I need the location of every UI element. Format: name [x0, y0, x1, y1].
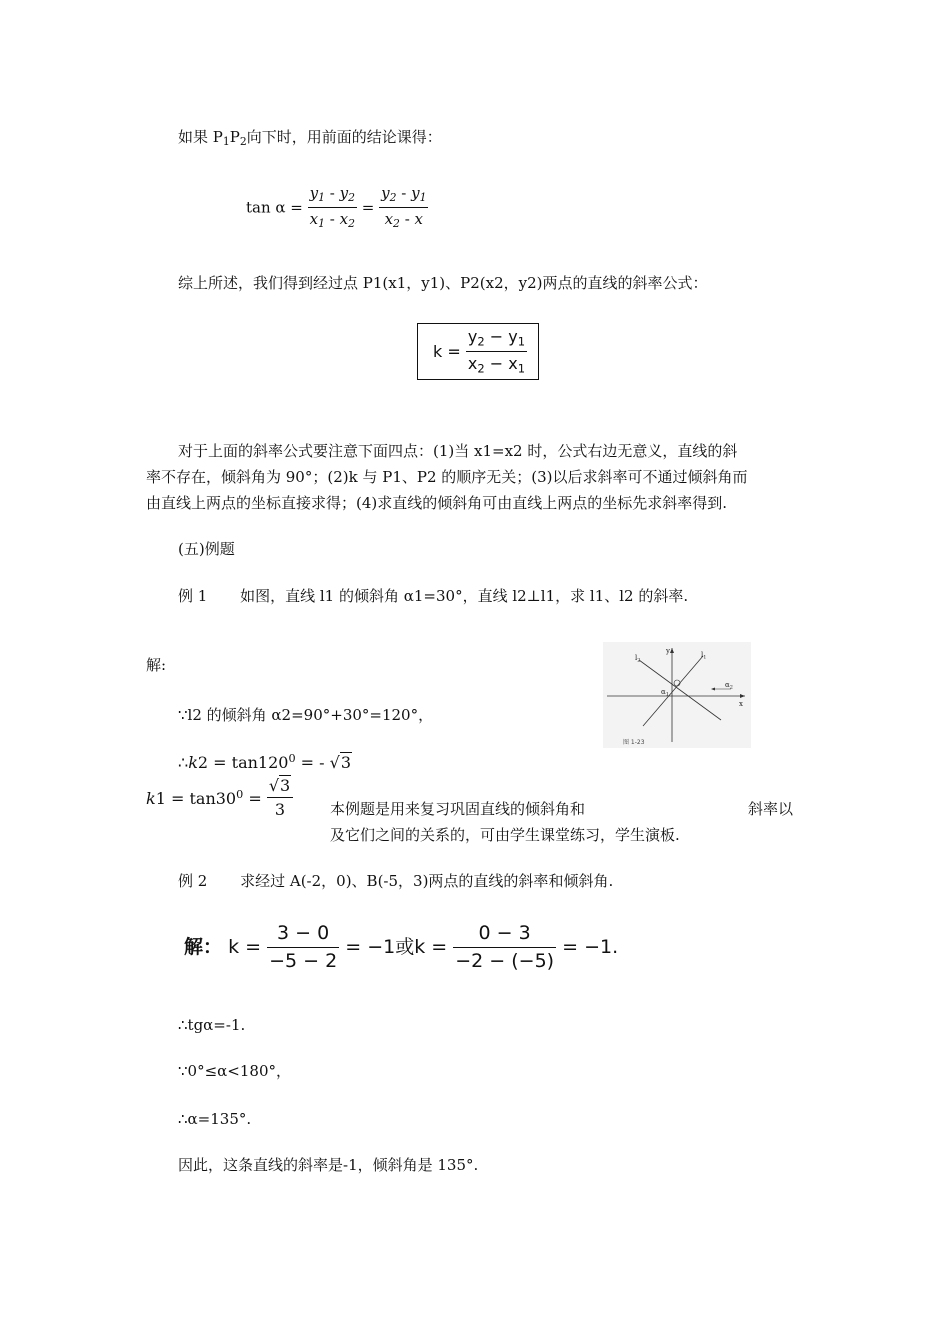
solution-1-line-1: ∵l2 的倾斜角 α2=90°+30°=120°，	[178, 706, 434, 724]
tan-frac1-den: $x_1 - x_2$	[309, 210, 355, 231]
solution-2-formula: 解： k = $\frac{3 - 0}{-5 - 2}$ = −1或k = $\frac{0 - 3}{-2 - (-5)}$ = −1.	[184, 922, 619, 972]
notes-line-1: 对于上面的斜率公式要注意下面四点：(1)当 x1=x2 时，公式右边无意义，直线的斜	[178, 442, 738, 460]
section-heading: (五)例题	[178, 540, 235, 558]
label-x: x	[739, 700, 743, 708]
example-1	[178, 587, 688, 605]
label-y: y	[666, 647, 670, 655]
figure-caption: 图 1-23	[623, 739, 645, 746]
intro-mid: P	[229, 128, 240, 146]
solution-2-line-1: ∴tgα=-1.	[178, 1016, 246, 1034]
slope-num: $y_2 - y_1$	[466, 327, 527, 352]
solution-2-line-2: ∵0°≤α<180°，	[178, 1062, 291, 1080]
solution-2-frac-2: $\frac{0 - 3}{-2 - (-5)}$	[455, 922, 555, 972]
solution-1-label: 解:	[146, 656, 167, 674]
figure-background	[603, 642, 751, 748]
solution-2-line-3: ∴α=135°.	[178, 1110, 252, 1128]
intro-suffix: 向下时，用前面的结论课得：	[246, 128, 442, 146]
k1-equation: $k1 = \tan 30^0$ = $\frac{√3}{3}$	[146, 776, 293, 819]
solution-2-frac-1: $\frac{3 - 0}{-5 - 2}$	[269, 922, 338, 972]
intro-line	[178, 128, 442, 149]
label-alpha2: $\alpha_2$	[725, 681, 733, 691]
tan-frac2-den: $x_2$ - x	[384, 210, 423, 231]
solution-2-label: 解：	[184, 935, 223, 958]
label-l1: $l_1$	[701, 651, 707, 661]
intro-sub1: 1	[222, 135, 230, 149]
tan-eq: =	[361, 198, 375, 217]
tan-fraction-2	[379, 184, 428, 231]
solution-2-conclusion: 因此，这条直线的斜率是-1，倾斜角是 135°.	[178, 1156, 479, 1174]
comment-line-1: 本例题是用来复习巩固直线的倾斜角和	[330, 800, 586, 818]
example-2-label: 例 2	[178, 872, 208, 890]
label-alpha1: $\alpha_1$	[661, 688, 669, 698]
intro-prefix: 如果 P	[178, 128, 223, 146]
comment-line-1-end: 斜率以	[748, 800, 794, 818]
notes-line-3: 由直线上两点的坐标直接求得；(4)求直线的倾斜角可由直线上两点的坐标先求斜率得到.	[146, 494, 728, 512]
example-2-text: 求经过 A(-2，0)、B(-5，3)两点的直线的斜率和倾斜角.	[240, 872, 614, 890]
slope-den: $x_2 - x_1$	[467, 354, 526, 376]
notes-line-2: 率不存在，倾斜角为 90°；(2)k 与 P1、P2 的顺序无关；(3)以后求斜率可不通过倾斜角而	[146, 468, 748, 486]
example-2	[178, 872, 613, 890]
example-1-label: 例 1	[178, 587, 208, 605]
k2-equation: ∴k2 = $\tan 120^0$ = - √3	[178, 752, 352, 773]
figure-1-23	[603, 642, 751, 748]
slope-fraction	[466, 327, 527, 377]
intro-sub2: 2	[239, 135, 247, 149]
comment-line-2: 及它们之间的关系的，可由学生课堂练习，学生演板.	[330, 826, 680, 844]
tan-formula	[246, 184, 428, 231]
tan-lhs: tan α =	[246, 198, 303, 217]
summary-text: 综上所述，我们得到经过点 P1(x1，y1)、P2(x2，y2)两点的直线的斜率公式：	[178, 274, 708, 292]
label-l2: $l_2$	[635, 654, 641, 664]
tan-frac2-num: $y_2 - y_1$	[379, 184, 428, 208]
tan-fraction-1	[308, 184, 357, 231]
k1-fraction: $\frac{√3}{3}$	[267, 776, 293, 819]
example-1-text: 如图，直线 l1 的倾斜角 α1=30°，直线 l2⊥l1，求 l1、l2 的斜率.	[240, 587, 689, 605]
tan-frac1-num: $y_1 - y_2$	[308, 184, 357, 208]
slope-formula	[433, 327, 527, 377]
slope-lhs: k =	[433, 342, 461, 362]
